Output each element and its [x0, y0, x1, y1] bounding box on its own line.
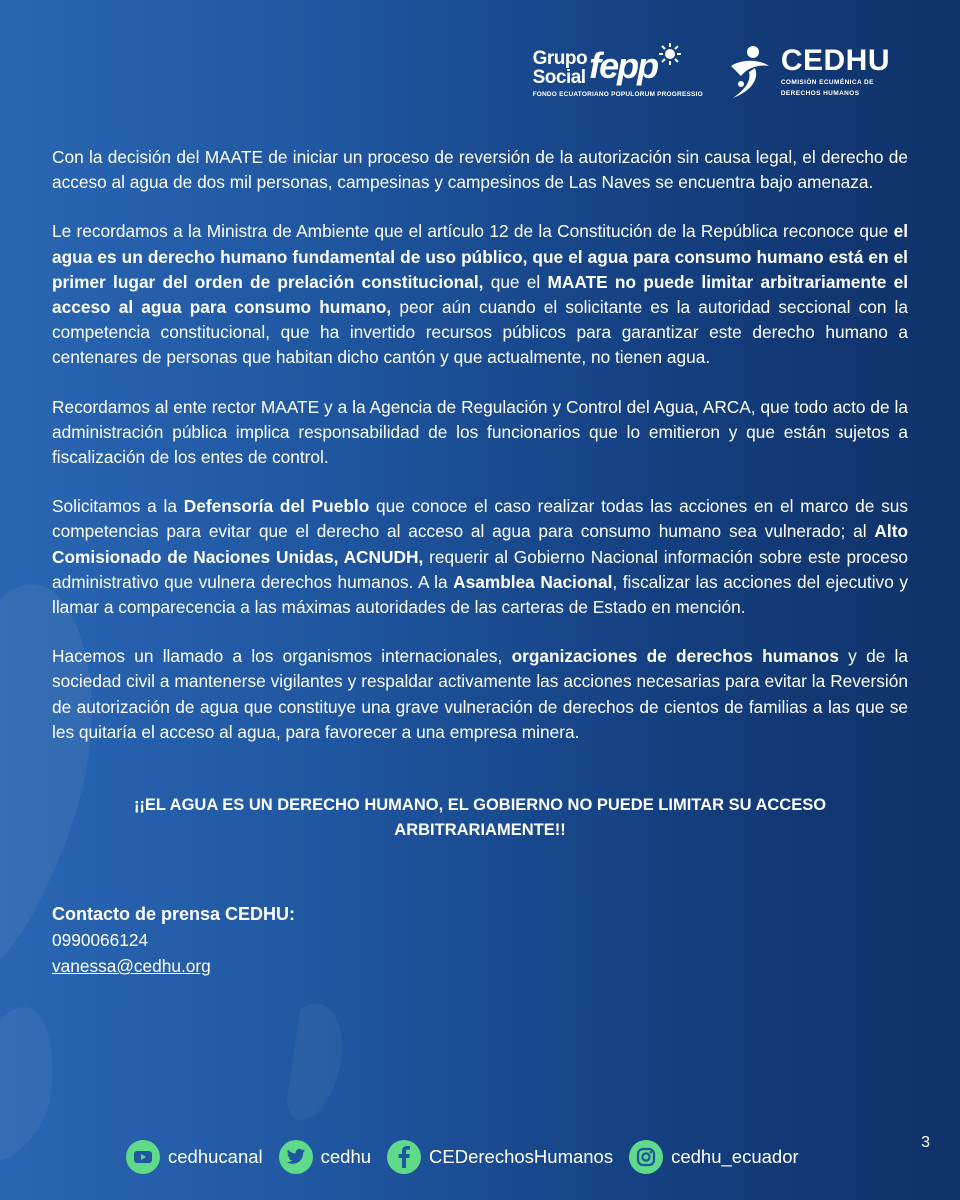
fepp-word-social: Social — [532, 66, 586, 88]
cedhu-emblem-icon — [725, 44, 775, 100]
contact-phone: 0990066124 — [52, 930, 149, 951]
social-footer — [126, 1140, 815, 1174]
p2-text-3: peor aún cuando el solicitante es la autoridad seccional con la competencia constitucional, que ha invertido recursos públicos para garantizar este derecho humano a centenares de personas que habitan dicho cantón y que actualmente, no tienen agua. — [52, 297, 908, 368]
paragraph-4 — [52, 494, 908, 620]
contact-email-link[interactable]: vanessa@cedhu.org — [52, 956, 211, 977]
cedhu-logo — [725, 44, 890, 100]
p4-bold-3: Asamblea Nacional — [453, 571, 613, 592]
facebook-handle: CEDerechosHumanos — [429, 1146, 614, 1167]
twitter-icon — [279, 1140, 313, 1174]
fepp-mark: fepp — [589, 44, 658, 86]
fepp-logo — [532, 44, 703, 98]
cedhu-name: CEDHU — [780, 44, 890, 77]
slogan: ¡¡EL AGUA ES UN DERECHO HUMANO, EL GOBIERNO NO PUEDE LIMITAR SU ACCESO ARBITRARIAMENTE!! — [133, 796, 827, 840]
instagram-handle: cedhu_ecuador — [671, 1146, 799, 1167]
page-number: 3 — [921, 1134, 930, 1151]
cedhu-tagline-2: DERECHOS HUMANOS — [780, 90, 860, 97]
p5-text-2: y de la sociedad civil a mantenerse vigilantes y respaldar activamente las acciones necesarias para evitar la Reversión de autorización de agua que constituye una grave vulneración de derechos de cientos de familias a las que se les quitaría el acceso al agua, para favorecer a una empresa minera. — [52, 646, 908, 742]
paragraph-2 — [52, 219, 908, 370]
p2-bold-2: MAATE no puede limitar arbitrariamente el acceso al agua para consumo humano, — [52, 271, 909, 318]
social-youtube[interactable] — [126, 1140, 263, 1174]
instagram-icon — [629, 1140, 663, 1174]
youtube-icon — [126, 1140, 160, 1174]
p4-text-4: , fiscalizar las acciones del ejecutivo y llamar a comparecencia a las máximas autoridades de las carteras de Estado en mención. — [52, 571, 909, 618]
contact-title: Contacto de prensa CEDHU: — [52, 904, 296, 925]
p4-bold-2: Alto Comisionado de Naciones Unidas, ACNUDH, — [52, 521, 908, 567]
p4-text-2: que conoce el caso realizar todas las acciones en el marco de sus competencias para evitar que el derecho al acceso al agua para consumo humano sea vulnerado; al — [52, 496, 908, 542]
twitter-handle: cedhu — [320, 1146, 372, 1167]
paragraph-1: Con la decisión del MAATE de iniciar un proceso de reversión de la autorización sin causa legal, el derecho de acceso al agua de dos mil personas, campesinas y campesinos de Las Naves se encuentra bajo amenaza. — [52, 147, 908, 193]
p5-text-1: Hacemos un llamado a los organismos internacionales, — [52, 646, 512, 667]
paragraph-5 — [52, 644, 908, 745]
p4-bold-1: Defensoría del Pueblo — [183, 496, 370, 517]
paragraph-3: Recordamos al ente rector MAATE y a la Agencia de Regulación y Control del Agua, ARCA, que todo acto de la administración pública implica responsabilidad de los funcionarios que lo emitieron y que están sujetos a fiscalización de los entes de control. — [52, 396, 908, 468]
social-twitter[interactable] — [279, 1140, 371, 1174]
statement-body — [52, 145, 908, 979]
sun-icon — [659, 43, 681, 65]
social-facebook[interactable] — [387, 1140, 613, 1174]
p4-text-3: requerir al Gobierno Nacional información sobre este proceso administrativo que vulnera derechos humanos. A la — [52, 546, 908, 592]
facebook-icon — [387, 1140, 421, 1174]
fepp-word-grupo: Grupo — [532, 47, 588, 69]
header-logos — [533, 44, 890, 100]
p2-bold-1: el agua es un derecho humano fundamental de uso público, que el agua para consumo humano está en el primer lugar del orden de prelación constitucional, — [52, 221, 908, 292]
p2-text-2: que el — [483, 271, 548, 292]
p5-bold-1: organizaciones de derechos humanos — [511, 646, 839, 667]
p4-text-1: Solicitamos a la — [52, 496, 184, 517]
p2-text-1: Le recordamos a la Ministra de Ambiente que el artículo 12 de la Constitución de la República reconoce que — [52, 221, 894, 242]
cedhu-tagline-1: COMISIÓN ECUMÉNICA DE — [780, 79, 874, 86]
fepp-tagline: FONDO ECUATORIANO POPULORUM PROGRESSIO — [532, 90, 703, 98]
social-instagram[interactable] — [629, 1140, 799, 1174]
youtube-handle: cedhucanal — [168, 1146, 263, 1167]
